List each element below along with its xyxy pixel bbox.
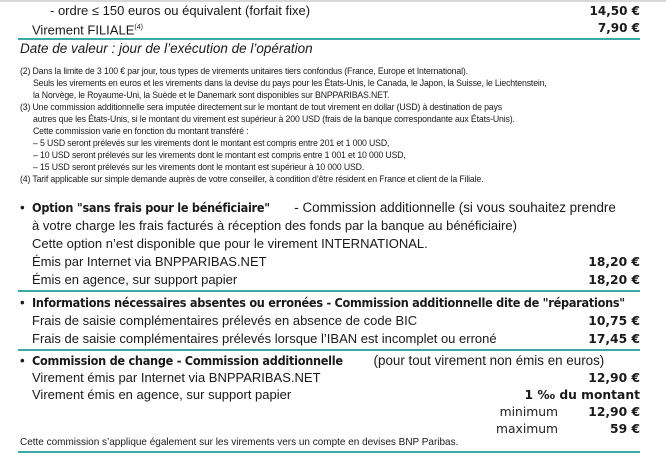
footnote-2: (2) Dans la limite de 3 100 € par jour, tous types de virements unitaires tiers confondus (France, Europe et International). <box>20 65 468 76</box>
divider <box>18 451 640 453</box>
divider <box>18 349 640 351</box>
footnote-4: (4) Tarif applicable sur simple demande auprès de votre conseiller, à condition d’être résident en France et client de la Filiale. <box>20 173 484 184</box>
bullet-icon: • <box>20 295 25 310</box>
option-desc-line: à votre charge les frais facturés à réception des fonds par la banque au bénéficiaire) <box>32 218 517 233</box>
option-agence-value: 18,20 € <box>588 273 640 287</box>
change-maximum-label: maximum <box>496 422 558 436</box>
fee-value: 7,90 € <box>597 21 640 35</box>
filiale-label: Virement FILIALE <box>32 22 135 38</box>
footnote-line: – 5 USD seront prélevés sur les virements dont le montant est compris entre 201 et 1 000 USD, <box>33 137 390 148</box>
option-internet-value: 18,20 € <box>588 255 640 269</box>
change-maximum-value: 59 € <box>610 422 640 436</box>
option-agence-label: Émis en agence, sur support papier <box>32 272 238 287</box>
footnote-line: Seuls les virements en euros et les virements dans la devise du pays pour les États-Unis, le Canada, le Japon, la Suisse, le Liechtenstein, <box>33 77 547 88</box>
change-internet-value: 12,90 € <box>588 371 640 385</box>
fee-value: 14,50 € <box>589 4 640 18</box>
infos-title: Informations nécessaires absentes ou erronées - Commission additionnelle dite de "réparations" <box>32 296 625 310</box>
divider <box>18 38 640 40</box>
option-internet-label: Émis par Internet via BNPPARIBAS.NET <box>32 254 267 269</box>
option-desc-line: Cette option n’est disponible que pour le virement INTERNATIONAL. <box>32 236 428 251</box>
change-agence-label: Virement émis en agence, sur support papier <box>32 387 292 402</box>
change-title: Commission de change - Commission additionnelle <box>32 354 343 368</box>
infos-heading <box>20 294 666 312</box>
bullet-icon: • <box>20 200 25 215</box>
divider <box>18 290 640 292</box>
fee-label: - ordre ≤ 150 euros ou équivalent (forfait fixe) <box>50 3 311 18</box>
footnote-line: – 15 USD seront prélevés sur les virements dont le montant est supérieur à 10 000 USD. <box>33 161 365 172</box>
footnote-line: – 10 USD seront prélevés sur les virements dont le montant est compris entre 1 001 et 10 000 USD, <box>33 149 406 160</box>
option-desc: - Commission additionnelle (si vous souhaitez prendre <box>290 200 616 215</box>
change-minimum-label: minimum <box>499 405 558 419</box>
infos-bic-label: Frais de saisie complémentaires prélevés en absence de code BIC <box>32 313 418 328</box>
change-footnote: Cette commission s’applique également sur les virements vers un compte en devises BNP Paribas. <box>20 436 459 448</box>
bullet-icon: • <box>20 353 25 368</box>
infos-iban-value: 17,45 € <box>588 332 640 346</box>
infos-bic-value: 10,75 € <box>588 314 640 328</box>
infos-iban-label: Frais de saisie complémentaires prélevés lorsque l’IBAN est incomplet ou erroné <box>32 331 497 346</box>
footnote-3: (3) Une commission additionnelle sera imputée directement sur le montant de tout virement en dollar (USD) à destination de pays <box>20 101 502 112</box>
change-title-suffix: (pour tout virement non émis en euros) <box>369 353 605 368</box>
fee-label <box>32 20 143 38</box>
change-minimum-value: 12,90 € <box>588 405 640 419</box>
footnote-line: Cette commission varie en fonction du montant transféré : <box>33 125 249 136</box>
footnote-line: autres que les États-Unis, si le montant du virement est supérieur à 200 USD (frais de la banque correspondante aux États-Unis). <box>33 113 515 124</box>
change-agence-value: 1 ‰ du montant <box>524 388 640 402</box>
option-title: Option "sans frais pour le bénéficiaire" <box>32 201 270 215</box>
top-border <box>0 0 666 2</box>
date-valeur-text: Date de valeur : jour de l’exécution de l’opération <box>20 41 313 56</box>
footnote-ref: (4) <box>134 24 143 31</box>
change-heading <box>20 352 604 370</box>
footnote-line: la Norvège, le Royaume-Uni, la Suède et le Danemark sont disponibles sur BNPPARIBAS.NET. <box>33 89 390 100</box>
option-heading <box>20 199 616 217</box>
change-internet-label: Virement émis par Internet via BNPPARIBAS.NET <box>32 370 321 385</box>
